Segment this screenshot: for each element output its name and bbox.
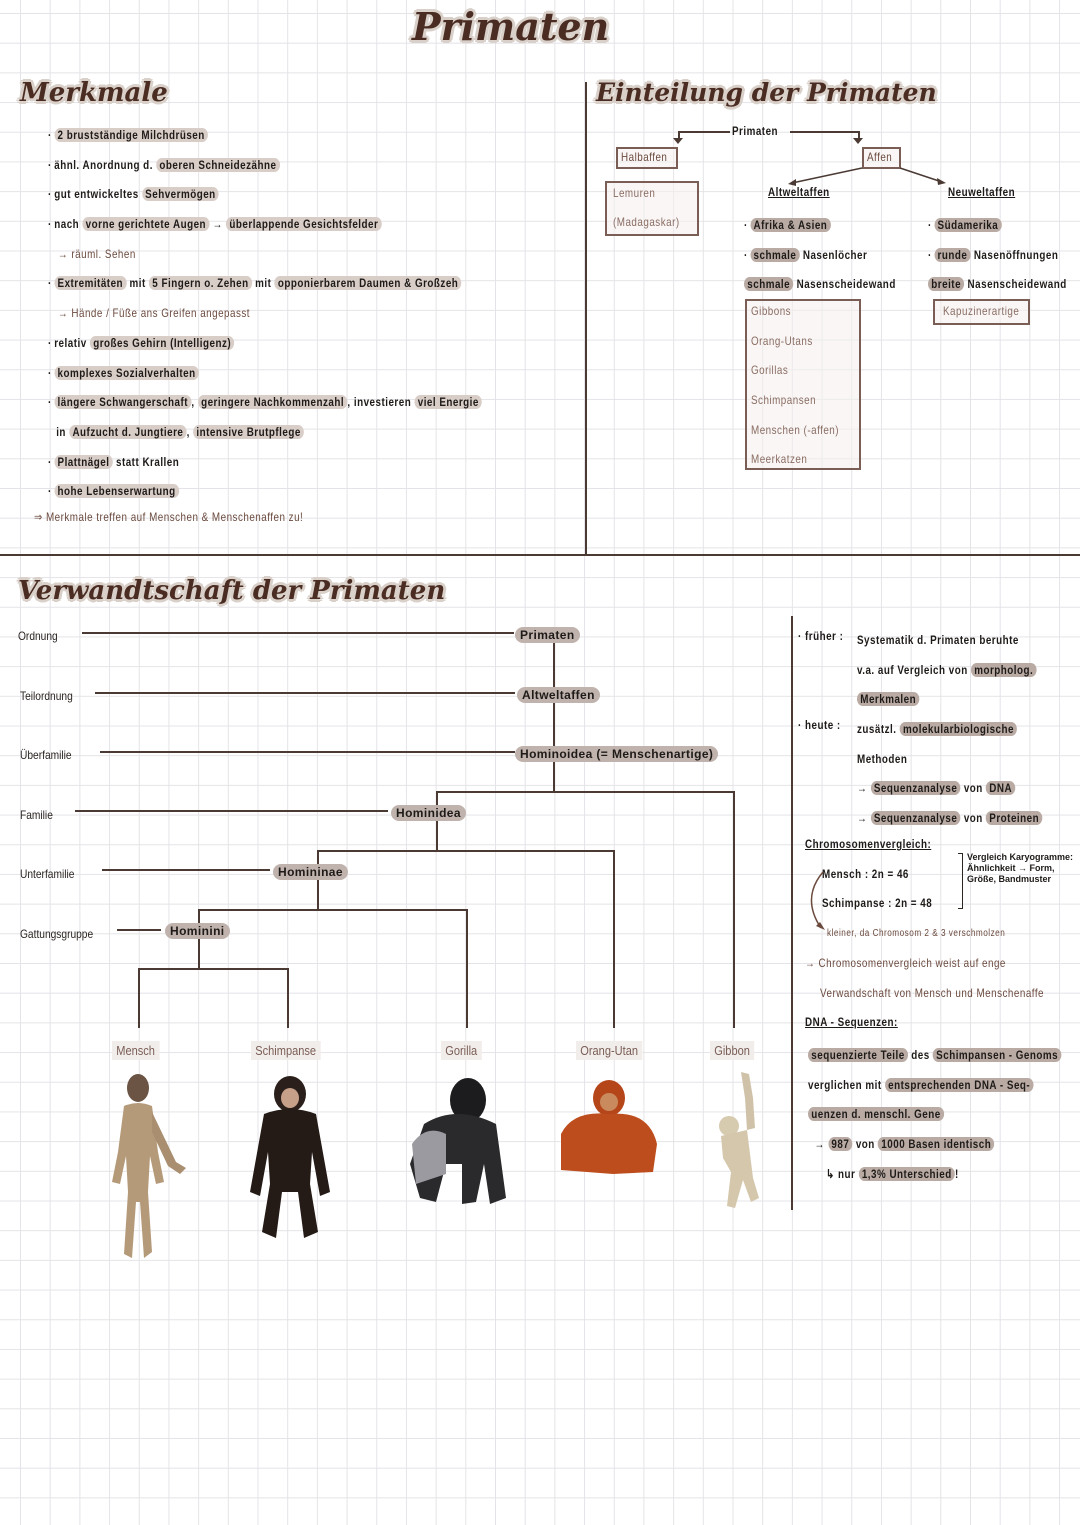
text: v.a. auf Vergleich von	[857, 662, 971, 677]
tree-line	[198, 909, 468, 911]
note-line	[857, 748, 1042, 778]
text: ,	[186, 424, 194, 439]
highlighted-text: Afrika & Asien	[750, 218, 830, 232]
highlighted-text: sequenzierte Teile	[808, 1048, 908, 1062]
note-line	[808, 1044, 1061, 1074]
taxon-altweltaffen: Altweltaffen	[517, 687, 600, 703]
note-line	[744, 244, 896, 274]
text: statt Krallen	[112, 454, 180, 469]
chimpanzee-figure-icon	[246, 1072, 334, 1242]
tree-line	[613, 850, 615, 1028]
rank-familie: Familie	[20, 808, 53, 822]
highlighted-text: DNA	[986, 781, 1015, 795]
highlighted-text: Sehvermögen	[142, 187, 219, 201]
highlighted-text: längere Schwangerschaft	[54, 395, 191, 409]
text: ähnl. Anordnung d.	[54, 157, 157, 172]
highlighted-text: hohe Lebenserwartung	[54, 484, 179, 498]
highlighted-text: Proteinen	[986, 811, 1042, 825]
merkmal-item	[48, 124, 482, 154]
human-figure-icon	[98, 1072, 190, 1264]
highlighted-text: großes Gehirn (Intelligenz)	[90, 336, 234, 350]
text: →	[209, 217, 227, 232]
taxon-hominini: Hominini	[165, 923, 230, 939]
highlighted-text: Merkmalen	[857, 692, 919, 706]
altweltaffen-label: Altweltaffen	[768, 185, 830, 199]
verwandtschaft-heading: Verwandtschaft der Primaten	[18, 576, 446, 606]
merkmal-item	[48, 421, 482, 451]
highlighted-text: entsprechenden DNA - Seq-	[885, 1078, 1034, 1092]
arrow-head-icon	[853, 138, 863, 144]
rank-line	[100, 751, 515, 753]
highlighted-text: Aufzucht d. Jungtiere	[69, 425, 186, 439]
dna-heading: DNA - Sequenzen:	[805, 1015, 898, 1029]
merkmal-item	[48, 154, 482, 184]
note-line	[857, 629, 1037, 659]
merkmale-conclusion: ⇒ Merkmale treffen auf Menschen & Menschenaffen zu!	[34, 510, 304, 524]
note-line	[857, 659, 1037, 689]
highlighted-text: Südamerika	[934, 218, 1001, 232]
chromosomen-mensch: Mensch : 2n = 46	[822, 867, 909, 881]
dna-notes	[808, 1044, 1080, 1192]
text: des	[908, 1048, 933, 1062]
highlighted-text: 987	[828, 1137, 852, 1151]
frueher-notes	[857, 629, 1076, 718]
heute-notes	[857, 718, 1080, 837]
chromosomen-fazit-2: Verwandschaft von Mensch und Menschenaffe	[820, 986, 1045, 1000]
section-divider-vertical-top	[585, 82, 587, 554]
highlighted-text: opponierbarem Daumen & Großzeh	[275, 276, 462, 290]
text: von	[960, 811, 987, 826]
karyogramm-line: Größe, Bandmuster	[967, 874, 1052, 884]
highlighted-text: viel Energie	[414, 395, 482, 409]
chromosomen-fazit-1: → Chromosomenvergleich weist auf enge	[805, 956, 1006, 970]
species-gibbon: Gibbon	[710, 1041, 754, 1060]
text: gut entwickeltes	[54, 187, 142, 202]
curved-arrow-icon	[803, 868, 829, 934]
kapuzinerartige-label: Kapuzinerartige	[943, 304, 1020, 318]
text: Systematik d. Primaten beruhte	[857, 633, 1019, 647]
merkmal-item	[48, 213, 482, 243]
highlighted-text: 1000 Basen identisch	[878, 1137, 994, 1151]
species-orang-utan: Orang-Utan	[576, 1041, 642, 1060]
highlighted-text: Extremitäten	[54, 276, 126, 290]
heute-label: · heute :	[798, 718, 841, 732]
arrow-to-halbaffen	[678, 131, 730, 133]
tree-line	[553, 643, 555, 793]
text: relativ	[54, 335, 90, 350]
tree-line	[317, 850, 615, 852]
chromosomen-heading: Chromosomenvergleich:	[805, 837, 932, 851]
tree-line	[436, 791, 438, 851]
merkmal-item	[48, 362, 482, 392]
tree-line	[287, 968, 289, 1028]
text: von	[960, 781, 987, 796]
text: von	[852, 1137, 879, 1152]
karyogramm-line: Ähnlichkeit → Form,	[967, 863, 1055, 873]
highlighted-text: breite	[928, 277, 964, 291]
text: Methoden	[857, 751, 908, 766]
note-line	[808, 1163, 1061, 1193]
highlighted-text: molekularbiologische	[900, 722, 1018, 736]
text: Nasenöffnungen	[970, 247, 1059, 262]
highlighted-text: intensive Brutpflege	[193, 425, 304, 439]
highlighted-text: überlappende Gesichtsfelder	[226, 217, 381, 231]
rank-ueberfamilie: Überfamilie	[20, 748, 72, 762]
taxon-primaten: Primaten	[515, 627, 580, 643]
section-divider-horizontal	[0, 554, 1080, 556]
merkmal-item	[48, 480, 482, 510]
gibbon-figure-icon	[713, 1068, 765, 1212]
highlighted-text: vorne gerichtete Augen	[82, 217, 209, 231]
note-line	[857, 777, 1042, 807]
altweltaffen-example: Gorillas	[751, 363, 789, 378]
text: zusätzl.	[857, 722, 900, 736]
rank-unterfamilie: Unterfamilie	[20, 867, 75, 881]
note-line	[857, 718, 1042, 748]
text: !	[955, 1166, 959, 1181]
notes-divider-vertical	[791, 616, 793, 1210]
note-line	[928, 214, 1067, 244]
text: → räuml. Sehen	[57, 246, 136, 261]
orangutan-figure-icon	[553, 1074, 661, 1176]
rank-ordnung: Ordnung	[18, 629, 58, 643]
highlighted-text: 1,3% Unterschied	[859, 1167, 955, 1181]
tree-line	[466, 909, 468, 1028]
merkmal-item	[48, 243, 482, 273]
text: → Hände / Füße ans Greifen angepasst	[57, 306, 251, 321]
altweltaffen-traits	[744, 214, 929, 303]
rank-line	[82, 632, 514, 634]
taxon-homininae: Homininae	[273, 864, 348, 880]
highlighted-text: morpholog.	[971, 663, 1037, 677]
rank-line	[95, 692, 515, 694]
highlighted-text: schmale	[744, 277, 793, 291]
note-line	[744, 214, 896, 244]
altweltaffen-example: Meerkatzen	[751, 452, 808, 467]
arrow-to-affen	[790, 131, 858, 133]
species-schimpanse: Schimpanse	[251, 1041, 320, 1060]
text: →	[814, 1137, 829, 1152]
einteilung-root: Primaten	[732, 124, 779, 138]
rank-line	[75, 810, 388, 812]
chromosomen-schimpanse: Schimpanse : 2n = 48	[822, 896, 933, 910]
chromosomen-kleiner: kleiner, da Chromosom 2 & 3 verschmolzen	[827, 928, 1006, 939]
rank-gattungsgruppe: Gattungsgruppe	[20, 927, 94, 941]
highlighted-text: Sequenzanalyse	[871, 811, 961, 825]
highlighted-text: 5 Fingern o. Zehen	[149, 276, 252, 290]
species-gorilla: Gorilla	[441, 1041, 481, 1060]
note-line	[808, 1103, 1061, 1133]
highlighted-text: Sequenzanalyse	[871, 781, 961, 795]
rank-teilordnung: Teilordnung	[20, 689, 73, 703]
tree-line	[437, 791, 735, 793]
merkmal-item	[48, 302, 482, 332]
note-line	[857, 688, 1037, 718]
merkmale-list	[48, 124, 577, 510]
taxon-hominidea: Hominidea	[391, 805, 466, 821]
arrow-head-icon	[673, 138, 683, 144]
highlighted-text: runde	[934, 248, 970, 262]
page-title: Primaten	[412, 4, 610, 49]
text: in	[56, 424, 70, 439]
note-line	[928, 244, 1067, 274]
merkmal-item	[48, 451, 482, 481]
karyogramm-bracket	[958, 853, 963, 909]
tree-line	[138, 968, 140, 1028]
highlighted-text: Schimpansen - Genoms	[933, 1048, 1061, 1062]
highlighted-text: uenzen d. menschl. Gene	[808, 1107, 944, 1121]
highlighted-text: Plattnägel	[54, 455, 113, 469]
tree-line	[317, 850, 319, 910]
text: mit	[251, 276, 275, 291]
merkmal-item	[48, 332, 482, 362]
species-mensch: Mensch	[112, 1041, 159, 1060]
tree-line	[733, 791, 735, 1028]
affen-label: Affen	[867, 150, 893, 164]
note-line	[857, 807, 1042, 837]
text: →	[857, 781, 871, 796]
frueher-label: · früher :	[798, 629, 844, 643]
altweltaffen-examples	[751, 304, 858, 482]
merkmal-item	[48, 391, 482, 421]
merkmal-item	[48, 272, 482, 302]
madagaskar-label: (Madagaskar)	[613, 215, 680, 229]
neuweltaffen-traits	[928, 214, 1080, 303]
text: ,	[191, 395, 198, 410]
halbaffen-label: Halbaffen	[621, 150, 668, 164]
text: mit	[126, 276, 150, 291]
note-line	[808, 1074, 1061, 1104]
text: , investieren	[347, 395, 415, 410]
rank-line	[102, 869, 270, 871]
altweltaffen-example: Menschen (-affen)	[751, 422, 840, 437]
altweltaffen-example: Gibbons	[751, 304, 792, 318]
taxon-hominoidea: Hominoidea (= Menschenartige)	[515, 746, 718, 762]
tree-line	[138, 968, 289, 970]
note-line	[808, 1133, 1061, 1163]
text: →	[857, 811, 871, 826]
karyogramm-line: Vergleich Karyogramme:	[967, 852, 1074, 862]
karyogramm-notes	[967, 852, 1073, 885]
text: Nasenscheidewand	[793, 277, 896, 292]
merkmal-item	[48, 183, 482, 213]
text: ↳ nur	[826, 1166, 859, 1181]
text: Nasenlöcher	[799, 247, 868, 262]
highlighted-text: 2 brustständige Milchdrüsen	[54, 128, 208, 142]
lemuren-label: Lemuren	[613, 186, 656, 200]
text: nach	[54, 217, 83, 232]
highlighted-text: geringere Nachkommenzahl	[198, 395, 348, 409]
highlighted-text: oberen Schneidezähne	[156, 158, 280, 172]
highlighted-text: komplexes Sozialverhalten	[54, 366, 199, 380]
text: verglichen mit	[808, 1077, 885, 1092]
gorilla-figure-icon	[406, 1074, 510, 1208]
merkmale-heading: Merkmale	[20, 78, 168, 108]
tree-line	[198, 909, 200, 969]
altweltaffen-example: Schimpansen	[751, 393, 817, 408]
altweltaffen-example: Orang-Utans	[751, 333, 813, 348]
highlighted-text: schmale	[750, 248, 799, 262]
rank-line	[117, 929, 161, 931]
einteilung-heading: Einteilung der Primaten	[596, 78, 937, 107]
neuweltaffen-label: Neuweltaffen	[948, 185, 1016, 199]
text: Nasenscheidewand	[964, 277, 1067, 292]
